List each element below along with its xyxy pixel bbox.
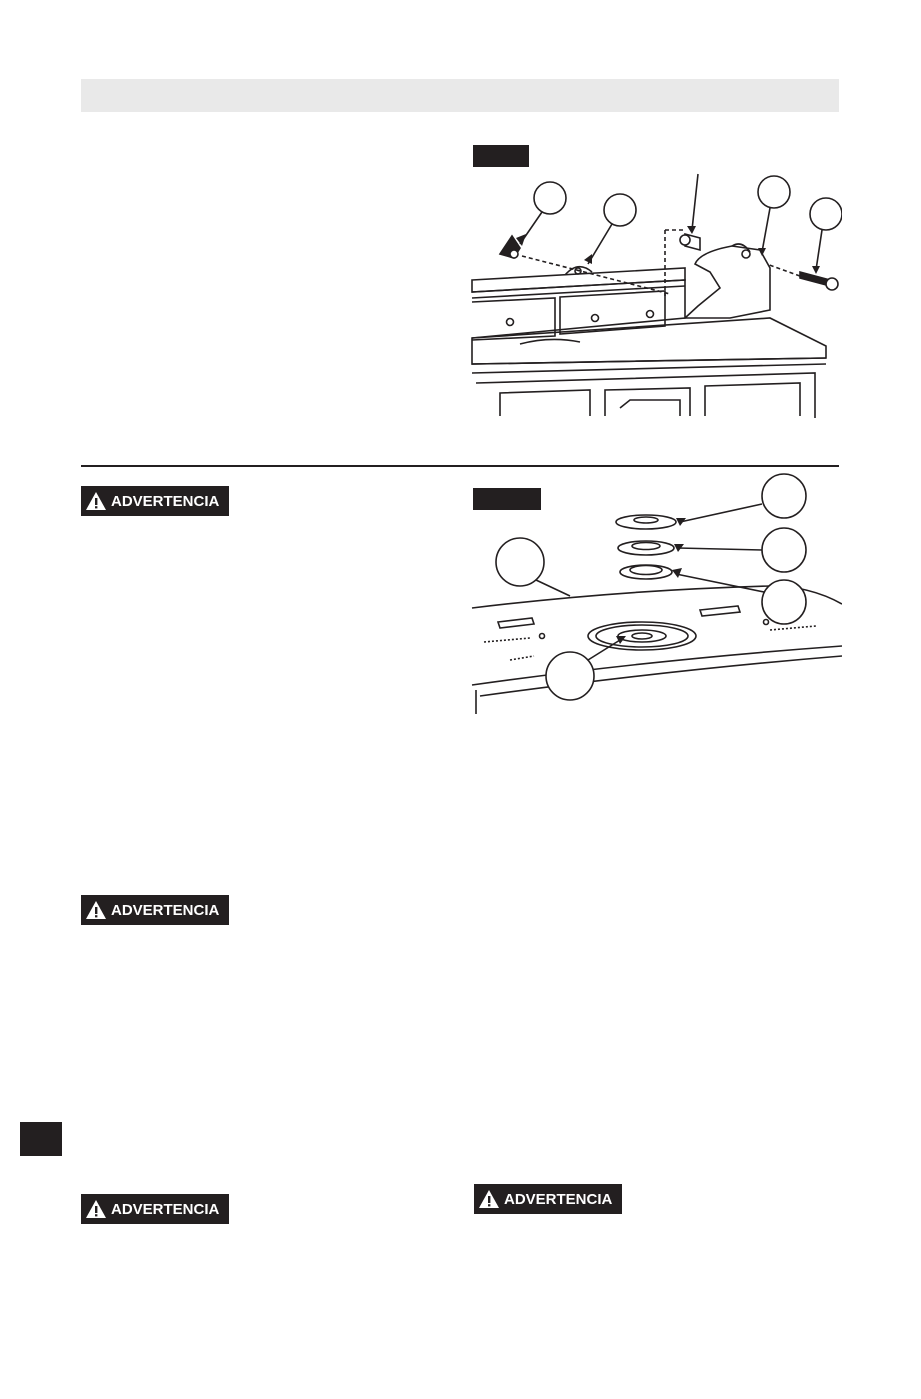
figure-1-label — [473, 145, 529, 167]
warning-label: ADVERTENCIA — [111, 901, 220, 919]
warning-label: ADVERTENCIA — [111, 1200, 220, 1218]
section-header-bar — [81, 79, 839, 112]
warning-label: ADVERTENCIA — [111, 492, 220, 510]
page-number-tab — [20, 1122, 62, 1156]
table-insert-rings-illustration — [470, 470, 842, 716]
warning-banner-3 — [81, 1194, 229, 1224]
warning-banner-1 — [81, 486, 229, 516]
warning-triangle-icon — [85, 1199, 107, 1219]
warning-triangle-icon — [478, 1189, 500, 1209]
warning-banner-4 — [474, 1184, 622, 1214]
warning-label: ADVERTENCIA — [504, 1190, 613, 1208]
warning-triangle-icon — [85, 900, 107, 920]
warning-banner-2 — [81, 895, 229, 925]
section-divider — [81, 465, 839, 467]
fence-assembly-illustration — [470, 168, 842, 420]
warning-triangle-icon — [85, 491, 107, 511]
